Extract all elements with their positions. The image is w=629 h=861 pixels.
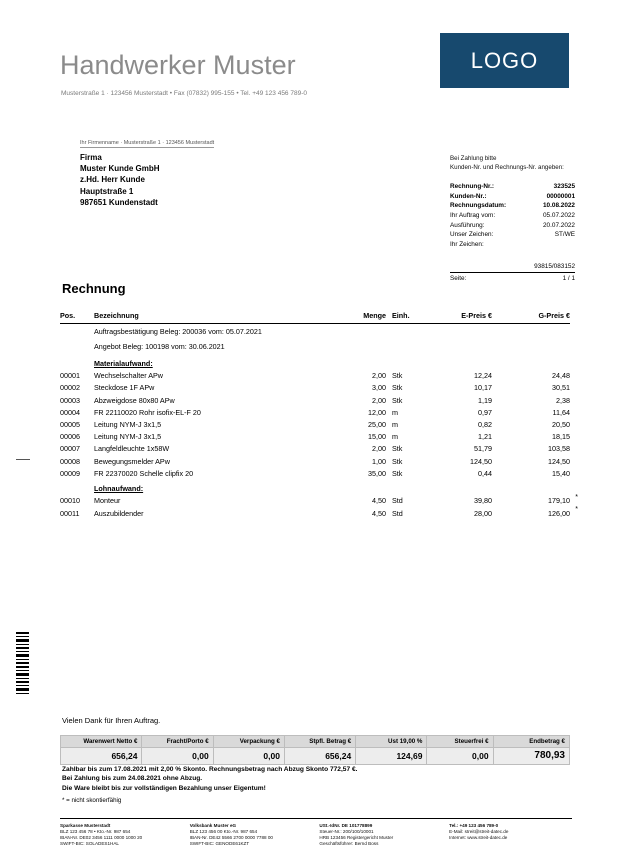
recipient-address	[80, 152, 160, 208]
company-logo: LOGO	[440, 33, 569, 88]
terms-footnote: * = nicht skontierfähig	[62, 797, 122, 805]
meta-row	[450, 230, 575, 240]
footer-column-title: Sparkasse Musterstadt	[60, 823, 111, 828]
row-unit: Stk	[392, 444, 403, 454]
row-unit-price: 124,50	[470, 456, 492, 466]
row-description: FR 22370020 Schelle clipfix 20	[94, 468, 194, 478]
company-contact-line: Musterstraße 1 · 123456 Musterstadt • Fax (07832) 995-155 • Tel. +49 123 456 789-0	[61, 90, 307, 97]
col-header-description: Bezeichnung	[94, 311, 330, 324]
row-pos: 00006	[60, 432, 80, 442]
meta-value: 05.07.2022	[543, 212, 575, 220]
page-row	[450, 272, 575, 282]
totals-value-freight: 0,00	[142, 748, 213, 765]
recipient-line: z.Hd. Herr Kunde	[80, 175, 145, 185]
meta-row	[450, 201, 575, 211]
recipient-line: Muster Kunde GmbH	[80, 164, 160, 174]
row-pos: 00009	[60, 468, 80, 478]
meta-label: Kunden-Nr.:	[450, 192, 487, 200]
totals-value-net: 656,24	[61, 748, 142, 765]
row-description: Langfeldleuchte 1x58W	[94, 444, 170, 454]
meta-label: Unser Zeichen:	[450, 231, 494, 239]
footer-column	[190, 823, 313, 847]
meta-row	[450, 192, 575, 202]
recipient-line: Firma	[80, 153, 102, 162]
meta-value: 10.08.2022	[543, 202, 575, 210]
table-row	[60, 406, 570, 418]
totals-header-vat: Ust 19,00 %	[356, 736, 427, 748]
table-row	[60, 455, 570, 467]
footer-line: BLZ 123 456 00 Kto.-Nr. 987 654	[189, 829, 258, 834]
row-unit-price: 39,80	[474, 496, 492, 506]
row-unit-price: 51,79	[474, 444, 492, 454]
thanks-text: Vielen Dank für Ihren Auftrag.	[62, 716, 161, 725]
row-unit: Stk	[392, 468, 403, 478]
footer-column-title: Tel.: +49 123 456 789-0	[449, 823, 499, 828]
row-description: Bewegungsmelder APw	[94, 456, 170, 466]
footer-divider	[60, 818, 572, 819]
row-unit: m	[392, 407, 398, 417]
footer-column	[319, 823, 442, 847]
row-unit: Std	[392, 496, 403, 506]
row-unit: m	[392, 432, 398, 442]
reference-code: 93815/083152	[534, 263, 575, 270]
group-title: Lohnaufwand:	[94, 484, 144, 494]
barcode	[16, 632, 29, 694]
row-unit-price: 28,00	[474, 508, 492, 518]
note-text: Auftragsbestätigung Beleg: 200036 vom: 05.07.2021	[94, 327, 262, 336]
row-total-price: 2,38	[556, 395, 570, 405]
row-quantity: 25,00	[368, 419, 386, 429]
meta-value: 00000001	[546, 192, 575, 200]
terms-line-1: Zahlbar bis zum 17.08.2021 mit 2,00 % Skonto. Rechnungsbetrag nach Abzug Skonto 772,57 €.	[62, 766, 358, 773]
row-quantity: 12,00	[368, 407, 386, 417]
totals-header-packaging: Verpackung €	[213, 736, 284, 748]
footer-bank-details	[60, 823, 572, 847]
row-quantity: 3,00	[372, 383, 386, 393]
col-header-quantity: Menge	[330, 311, 386, 324]
row-pos: 00003	[60, 395, 80, 405]
row-description: FR 22110020 Rohr isofix-EL-F 20	[94, 407, 201, 417]
meta-value: 20.07.2022	[543, 221, 575, 229]
footer-line: Internet: www.streit-datec.de	[449, 835, 508, 840]
meta-value: ST/WE	[554, 231, 575, 239]
meta-row	[450, 182, 575, 192]
terms-line-3: Die Ware bleibt bis zur vollständigen Bezahlung unser Eigentum!	[62, 784, 266, 792]
footer-line: BLZ 123 456 78 • Kto.-Nr. 987 654	[60, 829, 131, 834]
row-quantity: 1,00	[372, 456, 386, 466]
col-header-total-price: G-Preis €	[492, 311, 570, 324]
totals-header-freight: Fracht/Porto €	[142, 736, 213, 748]
meta-value: 323525	[553, 183, 575, 191]
row-total-price: 15,40	[552, 468, 570, 478]
row-description: Wechselschalter APw	[94, 371, 163, 381]
footer-column	[60, 823, 183, 847]
row-unit: Stk	[392, 383, 403, 393]
totals-header-row	[61, 736, 570, 748]
row-description: Steckdose 1F APw	[94, 383, 155, 393]
group-title: Materialaufwand:	[94, 359, 153, 368]
row-total-price: 124,50	[548, 456, 570, 466]
footer-line: E-Mail: streit@streit-datec.de	[449, 829, 509, 834]
payment-terms	[62, 765, 357, 806]
row-pos: 00011	[60, 508, 80, 518]
page-label: Seite:	[450, 275, 467, 282]
row-quantity: 4,50	[372, 508, 386, 518]
totals-value-row	[61, 748, 570, 765]
terms-line-2: Bei Zahlung bis zum 24.08.2021 ohne Abzug.	[62, 775, 203, 783]
row-description: Auszubildender	[94, 508, 144, 518]
reference-code-row	[450, 263, 575, 270]
meta-row	[450, 220, 575, 230]
row-unit-price: 0,97	[478, 407, 492, 417]
table-row	[60, 467, 570, 479]
table-row	[60, 418, 570, 430]
footer-column	[449, 823, 572, 847]
row-unit-price: 0,44	[478, 468, 492, 478]
fold-mark	[16, 459, 30, 460]
meta-label: Rechnungsdatum:	[450, 202, 507, 210]
note-text: Angebot Beleg: 100198 vom: 30.06.2021	[94, 342, 225, 351]
footer-line: Steuer-Nr.: 200/100/10001	[319, 829, 374, 834]
page-title: Rechnung	[62, 281, 126, 296]
table-row	[60, 495, 570, 507]
table-note-row	[60, 324, 570, 340]
row-total-price: 103,58	[548, 444, 570, 454]
row-unit: Stk	[392, 371, 403, 381]
meta-label: Rechnung-Nr.:	[450, 183, 495, 191]
row-pos: 00004	[60, 407, 80, 417]
footer-line: SWIFT-BIC: GENODE61KZT	[189, 841, 250, 846]
totals-header-taxfree: Steuerfrei €	[427, 736, 493, 748]
row-unit-price: 0,82	[478, 419, 492, 429]
footer-line: IBAN-Nr. DE42 5566 2700 0000 7788 00	[189, 835, 273, 840]
totals-value-taxable: 656,24	[284, 748, 355, 765]
row-quantity: 2,00	[372, 444, 386, 454]
row-pos: 00007	[60, 444, 80, 454]
row-unit: Stk	[392, 395, 403, 405]
table-header-row	[60, 311, 570, 324]
totals-header-final: Endbetrag €	[493, 736, 569, 748]
col-header-unit: Einh.	[386, 311, 422, 324]
meta-row	[450, 240, 575, 250]
footer-line: SWIFT-BIC: SOLADES1HAL	[60, 841, 119, 846]
footer-column-title: USt.-IdNr. DE 101778899	[319, 823, 373, 828]
row-quantity: 4,50	[372, 496, 386, 506]
row-pos: 00001	[60, 371, 80, 381]
footer-line: IBAN-Nr. DE02 3456 1111 0000 1000 20	[60, 835, 143, 840]
row-unit-price: 10,17	[474, 383, 492, 393]
meta-label: Ihr Auftrag vom:	[450, 212, 496, 220]
totals-value-taxfree: 0,00	[427, 748, 493, 765]
row-total-price: 24,48	[552, 371, 570, 381]
table-row	[60, 382, 570, 394]
row-unit-price: 1,19	[478, 395, 492, 405]
totals-value-final: 780,93	[493, 748, 569, 765]
row-total-price: 179,10 *	[492, 495, 570, 507]
row-pos: 00002	[60, 383, 80, 393]
page-value: 1 / 1	[562, 275, 575, 282]
footer-line: HRB 123456 Registergericht Muster	[319, 835, 394, 840]
table-row	[60, 431, 570, 443]
line-items-table	[60, 311, 570, 519]
row-total-price: 126,00 *	[492, 507, 570, 519]
totals-table	[60, 735, 570, 765]
payment-note-line1: Bei Zahlung bitte	[450, 155, 497, 162]
table-row	[60, 394, 570, 406]
invoice-meta-table	[450, 182, 575, 249]
group-heading-row	[60, 354, 570, 370]
col-header-pos: Pos.	[60, 311, 94, 324]
meta-row	[450, 211, 575, 221]
footer-column-title: Volksbank Muster eG	[189, 823, 237, 828]
meta-value	[530, 240, 575, 250]
row-description: Monteur	[94, 496, 121, 506]
group-heading-row	[60, 479, 570, 495]
row-unit-price: 12,24	[474, 371, 492, 381]
row-unit: Stk	[392, 456, 403, 466]
row-pos: 00010	[60, 496, 80, 506]
payment-note-line2: Kunden-Nr. und Rechnungs-Nr. angeben:	[450, 163, 564, 171]
table-row	[60, 443, 570, 455]
row-unit: m	[392, 419, 398, 429]
row-total-price: 30,51	[552, 383, 570, 393]
recipient-line: 987651 Kundenstadt	[80, 197, 158, 207]
row-description: Leitung NYM-J 3x1,5	[94, 419, 162, 429]
row-pos: 00008	[60, 456, 80, 466]
row-description: Abzweigdose 80x80 APw	[94, 395, 175, 405]
meta-label: Ihr Zeichen:	[450, 240, 484, 248]
row-total-price: 20,50	[552, 419, 570, 429]
company-name: Handwerker Muster	[60, 50, 296, 80]
row-quantity: 15,00	[368, 432, 386, 442]
return-address-line: Ihr Firmenname · Musterstraße 1 · 123456 Musterstadt	[80, 140, 215, 146]
totals-header-taxable: Stpfl. Betrag €	[284, 736, 355, 748]
payment-note	[450, 155, 564, 172]
row-unit: Std	[392, 508, 403, 518]
row-total-price: 18,15	[552, 432, 570, 442]
meta-label: Ausführung:	[450, 221, 485, 229]
meta-extra	[450, 263, 575, 282]
table-row	[60, 370, 570, 382]
row-pos: 00005	[60, 419, 80, 429]
row-quantity: 2,00	[372, 395, 386, 405]
row-unit-price: 1,21	[478, 432, 492, 442]
table-note-row	[60, 339, 570, 354]
recipient-line: Hauptstraße 1	[80, 186, 134, 196]
row-quantity: 35,00	[368, 468, 386, 478]
footer-line: Geschäftsführer: Bernd Boss	[319, 841, 379, 846]
table-row	[60, 507, 570, 519]
row-total-price: 11,64	[552, 407, 570, 417]
totals-header-net: Warenwert Netto €	[61, 736, 142, 748]
row-description: Leitung NYM-J 3x1,5	[94, 432, 162, 442]
row-quantity: 2,00	[372, 371, 386, 381]
totals-value-vat: 124,69	[356, 748, 427, 765]
col-header-unit-price: E-Preis €	[422, 311, 492, 324]
totals-value-packaging: 0,00	[213, 748, 284, 765]
